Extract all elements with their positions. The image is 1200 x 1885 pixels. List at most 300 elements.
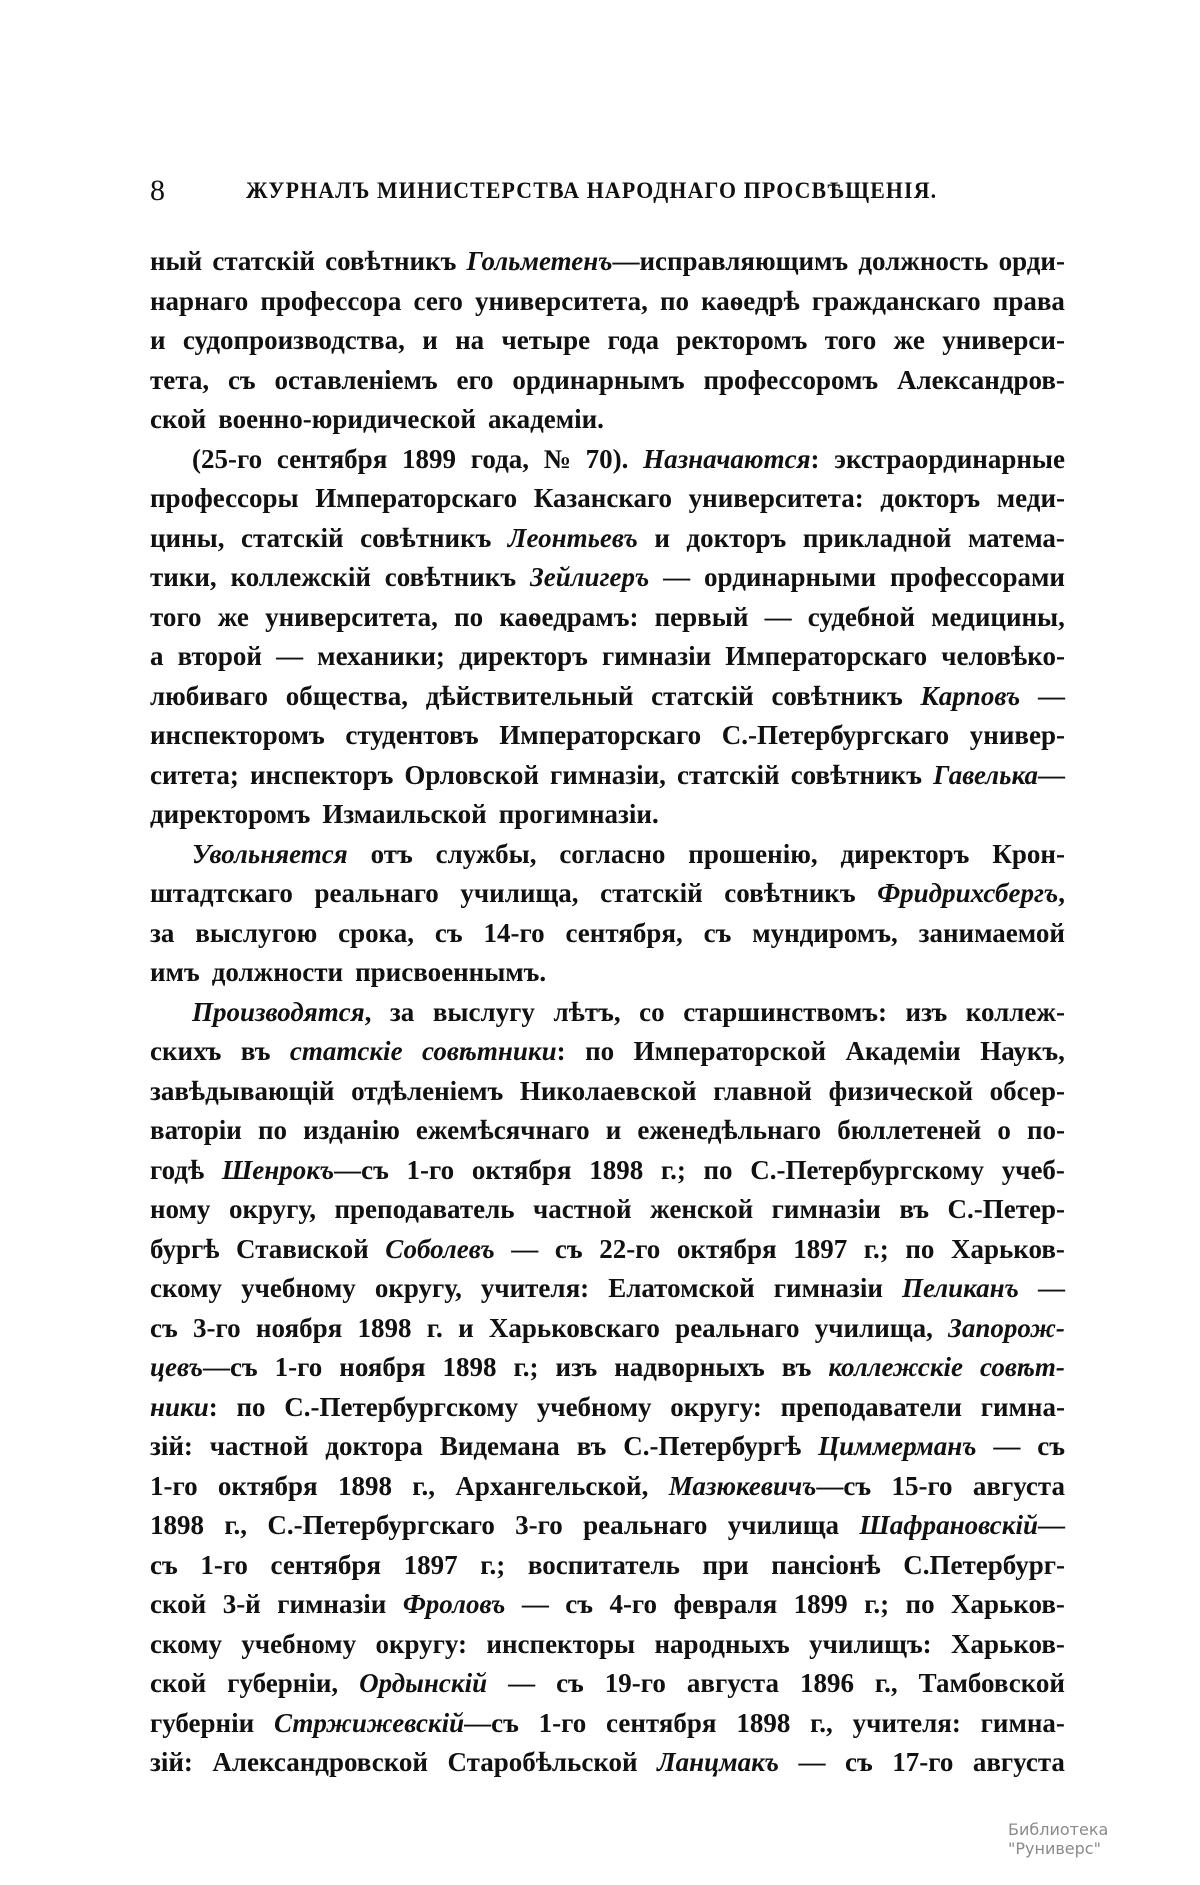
text-line bbox=[150, 1348, 1065, 1388]
word: отдѣленіемъ bbox=[351, 1075, 504, 1106]
word: сентября bbox=[270, 1549, 382, 1580]
word: обсер- bbox=[989, 1075, 1065, 1106]
word: нарнаго bbox=[150, 285, 249, 316]
word: Ставиской bbox=[236, 1233, 369, 1264]
word: —съ bbox=[816, 1470, 872, 1501]
word: : bbox=[208, 1391, 218, 1422]
word: и bbox=[150, 325, 166, 355]
word: съ bbox=[227, 364, 256, 395]
word: по bbox=[703, 1154, 733, 1185]
word: училищъ: bbox=[809, 1628, 932, 1659]
word: его bbox=[456, 364, 494, 395]
italic-name-word: Гавелька bbox=[933, 759, 1038, 790]
word: штадтскаго bbox=[150, 878, 293, 908]
text-line bbox=[150, 558, 1065, 598]
word: надворныхъ bbox=[614, 1352, 765, 1382]
word: августа bbox=[972, 1470, 1065, 1501]
word: студентовъ bbox=[345, 720, 479, 750]
word: г., bbox=[224, 1510, 248, 1540]
word: инспекторомъ bbox=[150, 720, 325, 750]
italic-name-word: Производятся bbox=[192, 996, 365, 1027]
word: докторъ bbox=[880, 483, 981, 513]
word: —съ bbox=[334, 1154, 389, 1185]
text-line bbox=[150, 1111, 1065, 1151]
word: и bbox=[422, 325, 438, 355]
word: г.; bbox=[660, 1154, 686, 1185]
word: меди- bbox=[996, 483, 1065, 513]
text-line bbox=[150, 1506, 1065, 1546]
word: должности bbox=[211, 957, 344, 987]
word bbox=[192, 993, 371, 1033]
word: прогимназіи. bbox=[498, 799, 659, 829]
word: ежемѣсячнаго bbox=[415, 1115, 590, 1145]
word: о bbox=[997, 1115, 1011, 1145]
word: 1-го bbox=[150, 1470, 198, 1501]
italic-name-word: Ордынскій bbox=[359, 1668, 488, 1698]
word: военно-юридической bbox=[218, 404, 476, 434]
word: округу, bbox=[228, 1194, 316, 1224]
word: ному bbox=[150, 1194, 211, 1224]
word: прошенію, bbox=[688, 838, 818, 869]
word: цины, bbox=[150, 522, 225, 553]
word: октября bbox=[676, 1233, 777, 1264]
body-text bbox=[150, 242, 1065, 1783]
word bbox=[150, 1388, 218, 1428]
word: по bbox=[905, 1589, 935, 1619]
word: ординарными bbox=[704, 562, 877, 592]
word: профессора bbox=[260, 285, 402, 316]
word: женской bbox=[650, 1194, 754, 1224]
word: университета, bbox=[475, 285, 648, 316]
word: 1-го bbox=[538, 1707, 587, 1738]
word: 1899 bbox=[402, 443, 457, 474]
word bbox=[422, 1032, 566, 1072]
word: скому bbox=[150, 1628, 223, 1659]
word: завѣдывающій bbox=[150, 1075, 335, 1106]
word: учебному bbox=[536, 1391, 652, 1422]
word: реальнаго bbox=[675, 1312, 800, 1343]
word: зій: bbox=[150, 1747, 193, 1777]
word: статскій bbox=[600, 878, 703, 908]
text-line bbox=[150, 835, 1065, 875]
word: Императорскаго bbox=[315, 483, 518, 513]
word: воспитатель bbox=[527, 1549, 680, 1580]
word: г., bbox=[874, 1668, 898, 1698]
word: по bbox=[257, 1115, 287, 1145]
text-line bbox=[150, 1072, 1065, 1112]
word: съ bbox=[1037, 1431, 1065, 1461]
word: скихъ bbox=[150, 1036, 222, 1066]
word: ской bbox=[150, 404, 207, 434]
word: С.-Петербургскаго bbox=[721, 720, 950, 750]
word: совѣтникъ bbox=[771, 680, 903, 711]
word: ный bbox=[150, 246, 203, 276]
word: учеб- bbox=[1001, 1154, 1065, 1185]
text-line bbox=[150, 1743, 1065, 1783]
word: училища bbox=[727, 1510, 840, 1540]
word bbox=[274, 1704, 519, 1744]
text-line bbox=[150, 1664, 1065, 1704]
text-line bbox=[150, 479, 1065, 519]
word: Александров- bbox=[896, 364, 1065, 395]
italic-name-word: коллежскіе bbox=[828, 1352, 964, 1382]
text-line bbox=[150, 1585, 1065, 1625]
italic-name-word: Фридрихсбергъ bbox=[877, 878, 1059, 908]
text-line bbox=[150, 519, 1065, 559]
text-line bbox=[150, 677, 1065, 717]
word: округу: bbox=[375, 1628, 468, 1659]
word: частной bbox=[533, 1194, 632, 1224]
text-line bbox=[150, 993, 1065, 1033]
text-line bbox=[150, 1704, 1065, 1744]
word: выслугою bbox=[195, 917, 318, 948]
text-line bbox=[150, 1388, 1065, 1428]
word: : bbox=[556, 1036, 566, 1066]
library-watermark: Библиотека "Руниверс" bbox=[1008, 1820, 1109, 1858]
word: по bbox=[659, 285, 689, 316]
word: директоромъ bbox=[150, 799, 311, 829]
word: профессоромъ bbox=[703, 364, 879, 395]
word: по- bbox=[1026, 1115, 1065, 1145]
text-line bbox=[150, 242, 1065, 282]
italic-name-word: Соболевъ bbox=[385, 1233, 495, 1264]
word: совѣтникъ bbox=[384, 562, 517, 592]
word: г., bbox=[810, 1707, 833, 1738]
word: —съ bbox=[464, 1707, 519, 1738]
word: октября bbox=[471, 1154, 572, 1185]
word: — bbox=[276, 641, 304, 671]
word: инспекторъ bbox=[249, 759, 394, 790]
text-line bbox=[150, 795, 1065, 835]
word: съ bbox=[150, 1549, 178, 1580]
word: орди- bbox=[998, 246, 1065, 276]
word: губерніи, bbox=[227, 1668, 339, 1698]
text-line bbox=[150, 598, 1065, 638]
word: инспекторы bbox=[486, 1628, 636, 1659]
word: Харьков- bbox=[951, 1589, 1065, 1619]
word: 22-го bbox=[599, 1233, 661, 1264]
word: съ bbox=[703, 917, 732, 948]
word: по bbox=[236, 1391, 266, 1422]
word: съ bbox=[554, 1233, 583, 1264]
word bbox=[643, 440, 819, 480]
word: округу: bbox=[670, 1391, 762, 1422]
word: (25-го bbox=[192, 443, 263, 474]
word: докторъ bbox=[686, 522, 787, 553]
word: академіи. bbox=[487, 404, 604, 434]
word: оставленіемъ bbox=[274, 364, 438, 395]
word: старшинствомъ: bbox=[683, 996, 887, 1027]
word: первый bbox=[654, 601, 749, 632]
italic-name-word: статскіе bbox=[289, 1036, 403, 1066]
word: учителя: bbox=[852, 1707, 961, 1738]
word: гимназіи bbox=[771, 1194, 881, 1224]
word: 3-й bbox=[222, 1589, 261, 1619]
word: выслугу bbox=[432, 996, 535, 1027]
word bbox=[933, 756, 1065, 796]
word: 70). bbox=[585, 443, 629, 474]
word: 3-го bbox=[515, 1510, 563, 1540]
word: со bbox=[639, 996, 665, 1027]
word: еженедѣльнаго bbox=[637, 1115, 822, 1145]
word: С.-Петер- bbox=[947, 1194, 1065, 1224]
word: училища, bbox=[814, 1312, 933, 1343]
word: годѣ bbox=[150, 1154, 205, 1185]
word: изъ bbox=[905, 996, 948, 1027]
word: статскій bbox=[677, 759, 780, 790]
word: статскій bbox=[241, 522, 344, 553]
word: 1897 bbox=[403, 1549, 458, 1580]
text-line bbox=[150, 756, 1065, 796]
word: реальнаго bbox=[314, 878, 439, 908]
text-line bbox=[150, 1546, 1065, 1586]
text-line bbox=[150, 321, 1065, 361]
word: августа bbox=[972, 1747, 1065, 1777]
word: за bbox=[150, 917, 175, 948]
word: Видемана bbox=[439, 1431, 560, 1461]
word: совѣтникъ bbox=[790, 759, 922, 790]
text-line bbox=[150, 400, 1065, 440]
word: по bbox=[585, 1036, 615, 1066]
word: съ bbox=[565, 1589, 593, 1619]
word: совѣтникъ bbox=[724, 878, 856, 908]
italic-name-word: ники bbox=[150, 1391, 209, 1422]
italic-name-word: совѣтники bbox=[422, 1036, 557, 1066]
word: и bbox=[458, 1312, 474, 1343]
word: 1898 bbox=[442, 1352, 497, 1382]
word: губерніи bbox=[150, 1707, 255, 1738]
word: коллежскій bbox=[230, 562, 371, 592]
word: коллеж- bbox=[965, 996, 1065, 1027]
word: г.; bbox=[480, 1549, 506, 1580]
word: учителя: bbox=[480, 1273, 590, 1303]
word: отъ bbox=[370, 838, 413, 869]
text-line bbox=[150, 1190, 1065, 1230]
text-line bbox=[150, 1230, 1065, 1270]
text-line bbox=[150, 1032, 1065, 1072]
word: Архангельской, bbox=[455, 1470, 649, 1501]
word: — bbox=[798, 1747, 826, 1777]
word: человѣко- bbox=[941, 641, 1065, 671]
word: въ bbox=[576, 1431, 607, 1461]
word: 1898 bbox=[337, 1470, 392, 1501]
word: того bbox=[150, 601, 202, 632]
word: Александровской bbox=[212, 1747, 428, 1777]
italic-name-word: Зейлигеръ bbox=[529, 562, 650, 592]
word: бюллетеней bbox=[837, 1115, 982, 1145]
word: совѣтникъ bbox=[325, 246, 457, 276]
word: октября bbox=[217, 1470, 318, 1501]
word: матема- bbox=[967, 522, 1065, 553]
word: — bbox=[764, 601, 792, 632]
word: 1898 bbox=[357, 1312, 412, 1343]
word: физической bbox=[828, 1075, 974, 1106]
word: 1-го bbox=[274, 1352, 323, 1382]
word: ректоромъ bbox=[676, 325, 808, 355]
word: : bbox=[810, 443, 820, 474]
word: года bbox=[607, 325, 659, 355]
word: гражданскаго bbox=[811, 285, 981, 316]
italic-name-word: Леонтьевъ bbox=[507, 522, 638, 553]
word: любиваго bbox=[150, 680, 269, 711]
word: того bbox=[824, 325, 877, 355]
word: гимназіи bbox=[277, 1589, 387, 1619]
word: скому bbox=[150, 1273, 223, 1303]
word: по bbox=[454, 601, 484, 632]
word: механики; bbox=[317, 641, 445, 671]
word: за bbox=[389, 996, 415, 1027]
word: универси- bbox=[942, 325, 1065, 355]
word: частной bbox=[209, 1431, 309, 1461]
word: службы, bbox=[435, 838, 537, 869]
word: 1898 bbox=[150, 1510, 204, 1540]
word: 1-го bbox=[200, 1549, 248, 1580]
word: учебному bbox=[241, 1273, 356, 1303]
word: ской bbox=[150, 1668, 207, 1698]
word: г. bbox=[426, 1312, 443, 1343]
word: Академіи bbox=[845, 1036, 961, 1066]
text-line bbox=[150, 874, 1065, 914]
word: должность bbox=[858, 246, 989, 276]
word: лѣтъ, bbox=[553, 996, 621, 1027]
text-line bbox=[150, 716, 1065, 756]
text-line bbox=[150, 1625, 1065, 1665]
word: второй bbox=[177, 641, 262, 671]
word bbox=[467, 242, 849, 282]
word: Императорскаго bbox=[725, 641, 928, 671]
word: Измаильской bbox=[322, 799, 487, 829]
text-line bbox=[150, 1467, 1065, 1507]
word bbox=[150, 1348, 258, 1388]
word: — bbox=[511, 1233, 539, 1264]
word: занимаемой bbox=[918, 917, 1065, 948]
word: каѳедрѣ bbox=[701, 285, 800, 316]
word: же bbox=[217, 601, 249, 632]
word: 1897 bbox=[793, 1233, 848, 1264]
word: совѣтникъ bbox=[360, 522, 492, 553]
text-line bbox=[150, 1269, 1065, 1309]
word: учебному bbox=[241, 1628, 357, 1659]
word: народныхъ bbox=[654, 1628, 790, 1659]
word: — bbox=[1037, 759, 1065, 790]
word: съ bbox=[556, 1668, 584, 1698]
word: изъ bbox=[555, 1352, 598, 1382]
word: Елатомской bbox=[608, 1273, 755, 1303]
word: ской bbox=[150, 1589, 207, 1619]
word: главной bbox=[713, 1075, 812, 1106]
word: въ bbox=[781, 1352, 812, 1382]
italic-name-word: Пеликанъ bbox=[901, 1273, 1019, 1303]
word: экстраординарные bbox=[834, 443, 1065, 474]
word: дѣйствительный bbox=[425, 680, 634, 711]
word: университета: bbox=[688, 483, 864, 513]
word: ноября bbox=[255, 1312, 343, 1343]
word: Императорской bbox=[633, 1036, 827, 1066]
italic-name-word: цевъ bbox=[150, 1352, 203, 1382]
word: при bbox=[702, 1549, 749, 1580]
word: гимна- bbox=[980, 1391, 1065, 1422]
word: университета, bbox=[265, 601, 438, 632]
text-line bbox=[150, 1151, 1065, 1191]
word: г., bbox=[412, 1470, 435, 1501]
italic-name-word: Фроловъ bbox=[402, 1589, 506, 1619]
word: — bbox=[521, 1589, 549, 1619]
word: присвоеннымъ. bbox=[355, 957, 547, 987]
word: согласно bbox=[559, 838, 666, 869]
italic-name-word: Шенрокъ bbox=[221, 1154, 335, 1185]
word bbox=[669, 1467, 871, 1507]
word: Казанскаго bbox=[533, 483, 673, 513]
word: и bbox=[605, 1115, 622, 1145]
word: въ bbox=[240, 1036, 271, 1066]
word: имъ bbox=[150, 957, 200, 987]
word: съ bbox=[434, 917, 463, 948]
word: С.-Петербургѣ bbox=[623, 1431, 802, 1461]
word: преподаватели bbox=[780, 1391, 962, 1422]
word: округу, bbox=[374, 1273, 462, 1303]
word: 1896 bbox=[799, 1668, 854, 1698]
word: 1898 bbox=[589, 1154, 644, 1185]
italic-name-word: Мазюкевичъ bbox=[668, 1470, 817, 1501]
word: статскій bbox=[212, 246, 315, 276]
word: срока, bbox=[338, 917, 415, 948]
word: реальнаго bbox=[583, 1510, 708, 1540]
word: универ- bbox=[969, 720, 1065, 750]
word: общества, bbox=[285, 680, 408, 711]
italic-name-word: Циммерманъ bbox=[818, 1431, 977, 1461]
page-number: 8 bbox=[150, 174, 165, 207]
word: — bbox=[1038, 680, 1065, 711]
word: 4-го bbox=[609, 1589, 658, 1619]
text-line bbox=[150, 953, 1065, 993]
word: пансіонѣ bbox=[771, 1549, 881, 1580]
word: , bbox=[364, 996, 372, 1027]
word: года, bbox=[470, 443, 529, 474]
word: С.-Петербургскому bbox=[750, 1154, 985, 1185]
word: 15-го bbox=[891, 1470, 953, 1501]
word: г.; bbox=[863, 1233, 889, 1264]
word: — bbox=[508, 1668, 536, 1698]
word: С.-Петербургскому bbox=[284, 1391, 519, 1422]
word: Харьковскаго bbox=[488, 1312, 660, 1343]
italic-name-word: Гольметенъ bbox=[466, 246, 613, 276]
word: 14-го bbox=[483, 917, 545, 948]
word: директоръ bbox=[458, 641, 588, 671]
word: гимна- bbox=[980, 1707, 1065, 1738]
word: доктора bbox=[325, 1431, 423, 1461]
word: Императорскаго bbox=[499, 720, 702, 750]
word: —съ bbox=[202, 1352, 258, 1382]
text-line bbox=[150, 1427, 1065, 1467]
text-line bbox=[150, 282, 1065, 322]
word: судебной bbox=[807, 601, 915, 632]
word: № bbox=[543, 443, 571, 474]
word: профессорами bbox=[889, 562, 1065, 592]
word: августа bbox=[686, 1668, 779, 1698]
word: — bbox=[1037, 1510, 1065, 1540]
word: изданію bbox=[303, 1115, 400, 1145]
word: ваторіи bbox=[150, 1115, 242, 1145]
word: Харьков- bbox=[951, 1233, 1065, 1264]
word: зій: bbox=[150, 1431, 193, 1461]
word: сентября bbox=[606, 1707, 717, 1738]
italic-name-word: Ланцмакъ bbox=[657, 1747, 780, 1777]
italic-name-word: Увольняется bbox=[192, 838, 348, 869]
word: Тамбовской bbox=[918, 1668, 1065, 1698]
word: съ bbox=[845, 1747, 873, 1777]
word: 1899 bbox=[793, 1589, 848, 1619]
page-header bbox=[150, 174, 1065, 214]
